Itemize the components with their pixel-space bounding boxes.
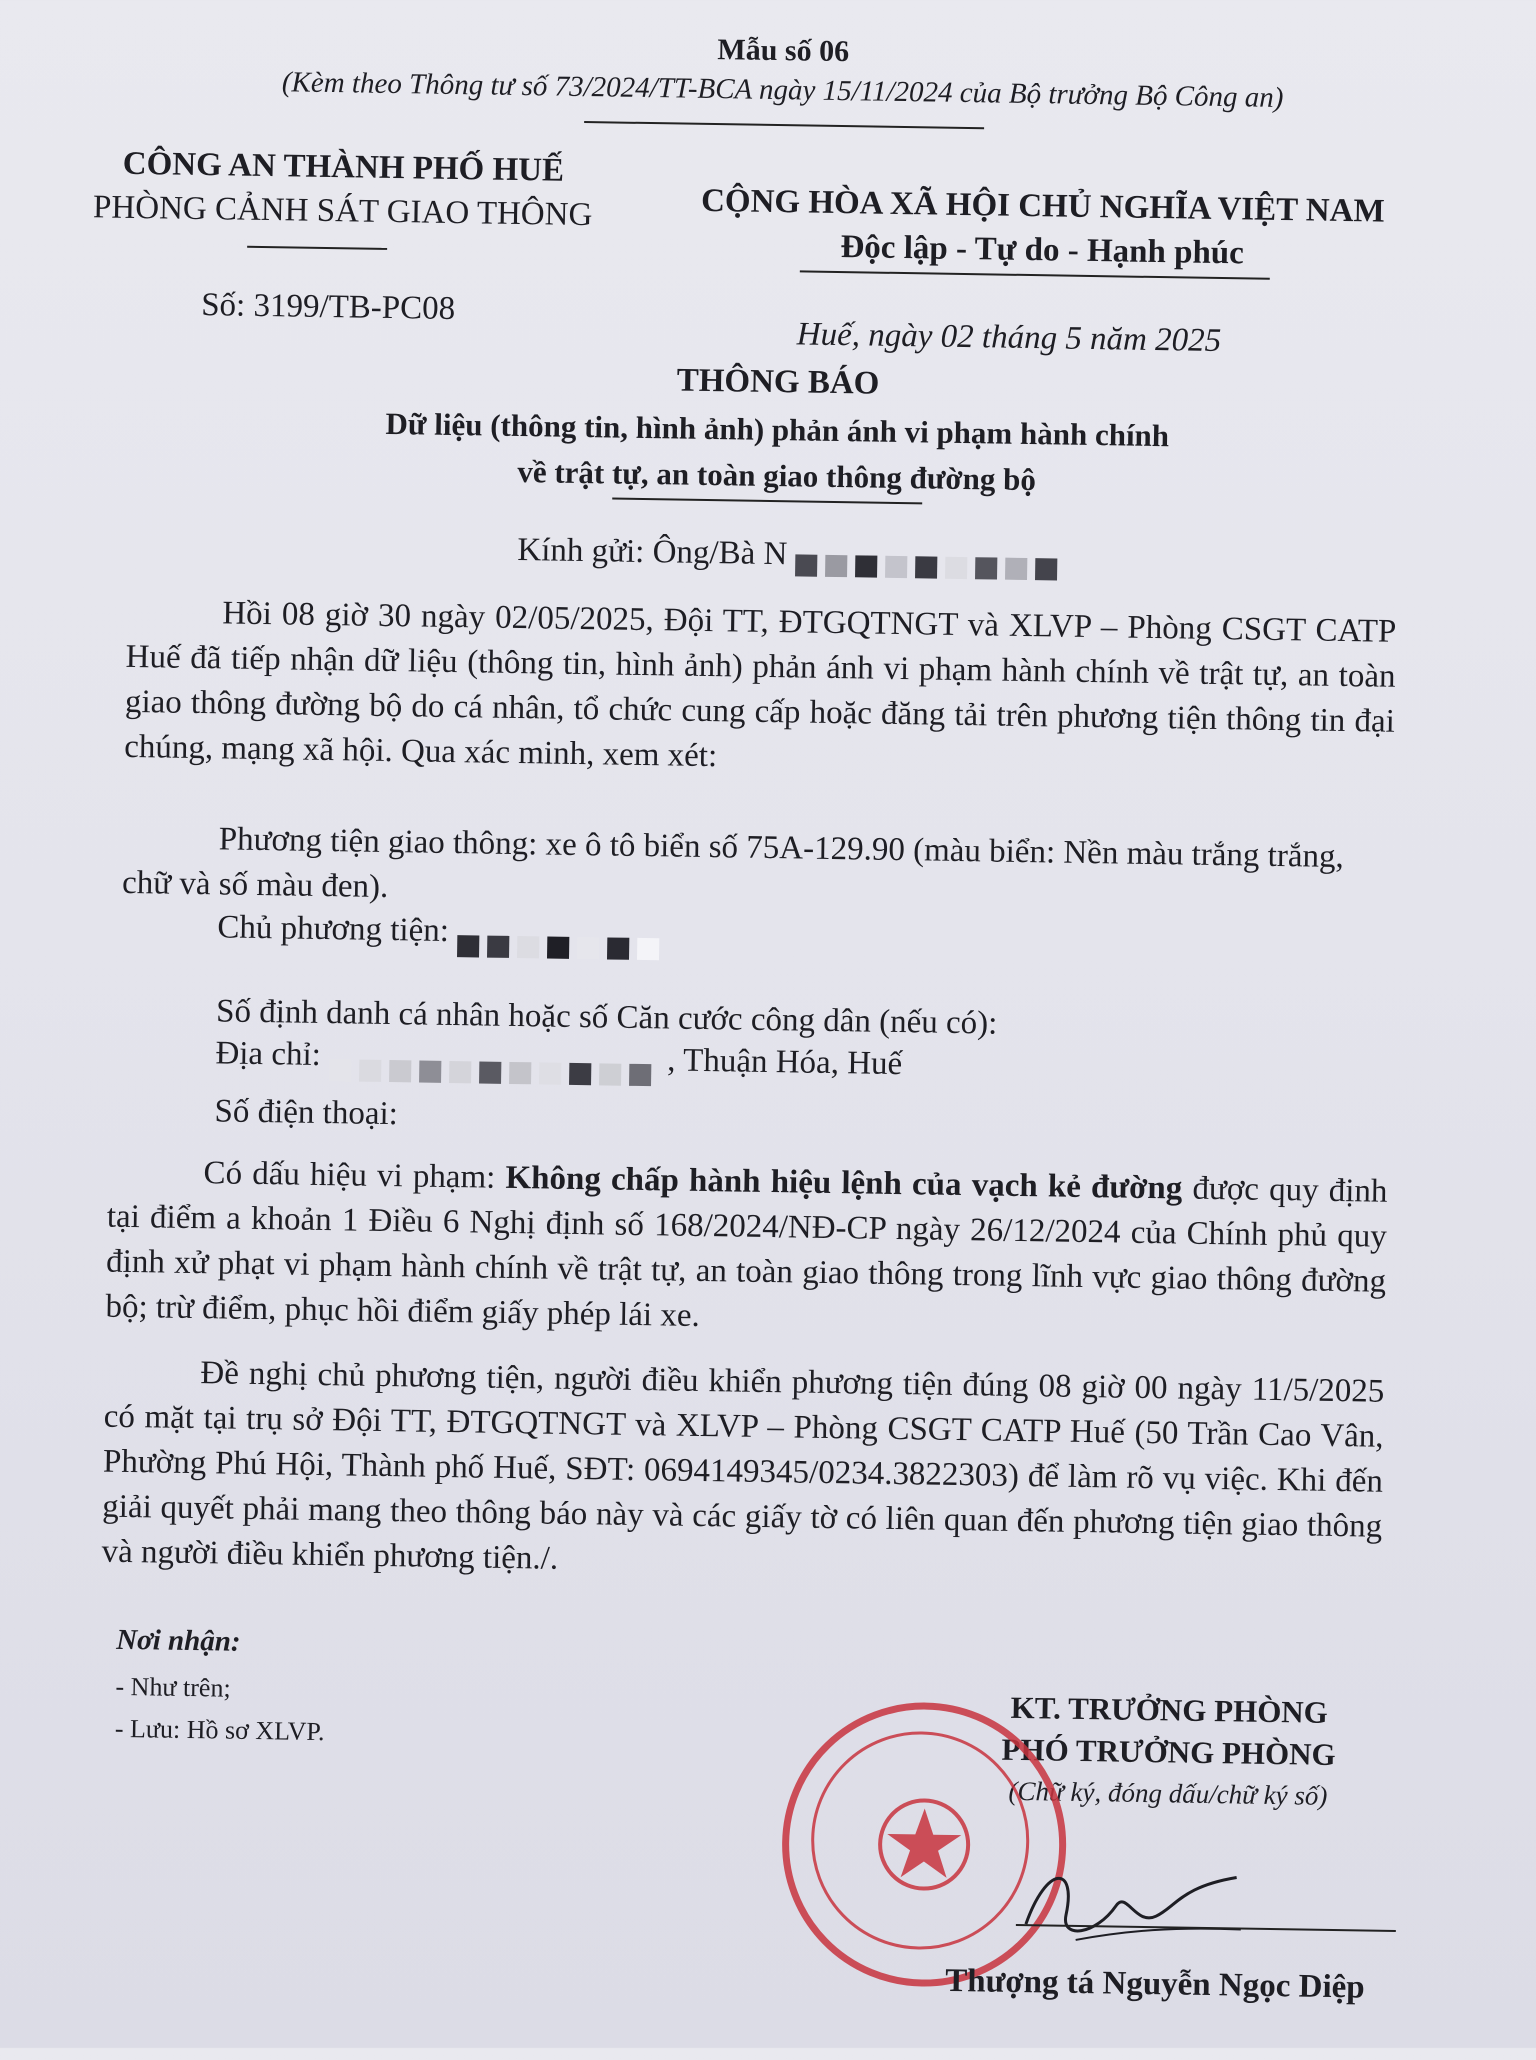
place-date: Huế, ngày 02 tháng 5 năm 2025 — [796, 316, 1222, 360]
title-underline — [612, 497, 922, 504]
motto-underline — [800, 270, 1270, 279]
signer-name: Thượng tá Nguyễn Ngọc Diệp — [944, 1962, 1365, 2006]
id-number-line: Số định danh cá nhân hoặc số Căn cước công dân (nếu có): — [215, 993, 998, 1042]
address-tail: , Thuận Hóa, Huế — [667, 1042, 903, 1083]
notice-subtitle-1: Dữ liệu (thông tin, hình ảnh) phản ánh vi phạm hành chính — [385, 405, 1170, 454]
redacted-owner — [457, 922, 667, 949]
signature-title-2: PHÓ TRƯỞNG PHÒNG — [1001, 1731, 1336, 1773]
national-motto: Độc lập - Tự do - Hạnh phúc — [840, 229, 1245, 272]
redacted-name — [795, 545, 1065, 573]
violation-name: Không chấp hành hiệu lệnh của vạch kẻ đường — [505, 1159, 1183, 1207]
signature-note: (Chữ ký, đóng dấu/chữ ký số) — [1008, 1775, 1328, 1811]
seal-star-icon — [873, 1794, 975, 1896]
notice-subtitle-2: về trật tự, an toàn giao thông đường bộ — [517, 453, 1037, 498]
handwritten-signature-icon — [1005, 1844, 1247, 1968]
document-number: Số: 3199/TB-PC08 — [200, 287, 456, 327]
notice-title: THÔNG BÁO — [676, 362, 880, 402]
form-number: Mẫu số 06 — [717, 33, 850, 69]
violation-rest: được quy định tại điểm a khoản 1 Điều 6 Nghị định số 168/2024/NĐ-CP ngày 26/12/2024 của Chính phủ quy định xử phạt vi phạm hành chính về trật tự, an toàn giao thông trong lĩnh vực giao thông đường bộ; trừ điểm, phục hồi điểm giấy phép lái xe. — [105, 1170, 1388, 1334]
recipient-line — [517, 532, 1066, 578]
form-reference: (Kèm theo Thông tư số 73/2024/TT-BCA ngày 15/11/2024 của Bộ trưởng Bộ Công an) — [281, 66, 1284, 114]
signature-title-1: KT. TRƯỞNG PHÒNG — [1010, 1689, 1329, 1730]
recipient-label: Kính gửi: Ông/Bà N — [517, 532, 788, 573]
recipient-item: - Lưu: Hồ sơ XLVP. — [114, 1713, 325, 1747]
phone-line: Số điện thoại: — [214, 1093, 399, 1133]
recipient-item: - Như trên; — [115, 1671, 231, 1703]
recipients-list — [115, 1666, 326, 1753]
recipients-title: Nơi nhận: — [115, 1623, 241, 1658]
paragraph-received: Hồi 08 giờ 30 ngày 02/05/2025, Đội TT, ĐTGQTNGT và XLVP – Phòng CSGT CATP Huế đã tiếp nhận dữ liệu (thông tin, hình ảnh) phản ánh vi phạm hành chính về trật tự, an toàn giao thông đường bộ do cá nhân, tổ chức cung cấp hoặc đăng tải trên phương tiện thông tin đại chúng, mạng xã hội. Qua xác minh, xem xét: — [123, 595, 1397, 775]
agency-department: PHÒNG CẢNH SÁT GIAO THÔNG — [92, 189, 593, 234]
owner-label: Chủ phương tiện: — [217, 909, 450, 949]
agency-name: CÔNG AN THÀNH PHỐ HUẾ — [122, 145, 565, 189]
agency-underline — [247, 246, 387, 250]
vehicle-info: Phương tiện giao thông: xe ô tô biển số 75A-129.90 (màu biển: Nền màu trắng trắng, chữ và số màu đen). — [121, 821, 1345, 906]
address-line — [215, 1031, 902, 1087]
request-paragraph: Đề nghị chủ phương tiện, người điều khiển phương tiện đúng 08 giờ 00 ngày 11/5/2025 có mặt tại trụ sở Đội TT, ĐTGQTNGT và XLVP – Phòng CSGT CATP Huế (50 Trần Cao Vân, Phường Phú Hội, Thành phố Huế, SĐT: 0694149345/0234.3822303) để làm rõ vụ việc. Khi đến giải quyết phải mang theo thông báo này và các giấy tờ có liên quan đến phương tiện giao thông và người điều khiển phương tiện./. — [101, 1355, 1385, 1577]
address-label: Địa chỉ: — [215, 1035, 322, 1073]
redacted-address — [329, 1046, 659, 1075]
violation-paragraph — [105, 1150, 1388, 1350]
violation-lead: Có dấu hiệu vi phạm: — [203, 1155, 506, 1196]
owner-line — [217, 905, 667, 957]
national-title: CỘNG HÒA XÃ HỘI CHỦ NGHĨA VIỆT NAM — [700, 182, 1385, 230]
header-divider — [584, 121, 984, 129]
